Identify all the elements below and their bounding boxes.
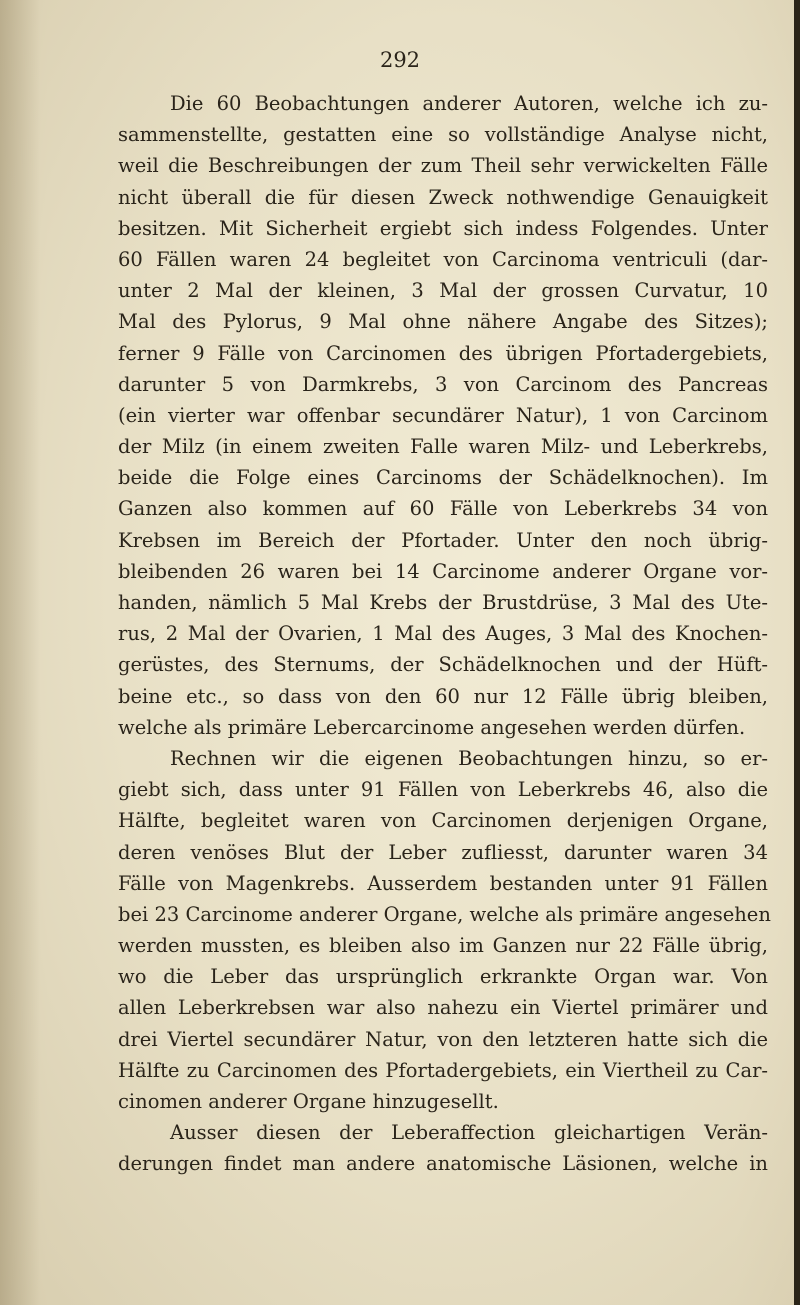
text-line: Die 60 Beobachtungen anderer Autoren, welche ich zu- [170,92,768,115]
text-line: der Milz (in einem zweiten Falle waren Milz- und Leberkrebs, [118,435,768,459]
text-line: ferner 9 Fälle von Carcinomen des übrigen Pfortadergebiets, [118,341,768,365]
text-line: Hälfte, begleitet waren von Carcinomen derjenigen Organe, [118,809,768,833]
page-edge [794,0,800,1305]
text-line: Ausser diesen der Leberaffection gleichartigen Verän- [170,1121,768,1145]
text-line: drei Viertel secundärer Natur, von den letzteren hatte sich die [118,1027,768,1051]
text-line: 60 Fällen waren 24 begleitet von Carcinoma ventriculi (dar- [118,247,768,271]
text-line: gerüstes, des Sternums, der Schädelknochen und der Hüft- [118,653,768,677]
text-line: Fälle von Magenkrebs. Ausserdem bestanden unter 91 Fällen [118,871,768,895]
text-line: Ganzen also kommen auf 60 Fälle von Leberkrebs 34 von [118,497,768,521]
text-line: besitzen. Mit Sicherheit ergiebt sich indess Folgendes. Unter [118,216,768,240]
text-line: handen, nämlich 5 Mal Krebs der Brustdrüse, 3 Mal des Ute- [118,591,768,614]
text-line: giebt sich, dass unter 91 Fällen von Leberkrebs 46, also die [118,778,768,802]
text-line: weil die Beschreibungen der zum Theil sehr verwickelten Fälle [118,154,768,178]
text-line: Rechnen wir die eigenen Beobachtungen hinzu, so er- [170,746,768,770]
text-line: werden mussten, es bleiben also im Ganzen nur 22 Fälle übrig, [118,934,768,958]
text-line: unter 2 Mal der kleinen, 3 Mal der grossen Curvatur, 10 [118,279,768,303]
text-line: deren venöses Blut der Leber zufliesst, darunter waren 34 [118,840,768,864]
text-line: wo die Leber das ursprünglich erkrankte Organ war. Von [118,965,768,989]
text-line: bleibenden 26 waren bei 14 Carcinome anderer Organe vor- [118,559,768,583]
text-line: bei 23 Carcinome anderer Organe, welche als primäre angesehen [118,902,771,926]
text-line: cinomen anderer Organe hinzugesellt. [118,1090,499,1113]
text-line: nicht überall die für diesen Zweck nothwendige Genauigkeit [118,185,768,209]
text-line: derungen findet man andere anatomische Läsionen, welche in [118,1152,768,1176]
text-line: Hälfte zu Carcinomen des Pfortadergebiets, ein Viertheil zu Car- [118,1058,768,1082]
text-line: beine etc., so dass von den 60 nur 12 Fälle übrig bleiben, [118,684,768,708]
text-line: rus, 2 Mal der Ovarien, 1 Mal des Auges, 3 Mal des Knochen- [118,622,768,646]
text-line: sammenstellte, gestatten eine so vollständige Analyse nicht, [118,123,768,147]
text-line: beide die Folge eines Carcinoms der Schädelknochen). Im [118,466,768,490]
text-line: allen Leberkrebsen war also nahezu ein Viertel primärer und [118,996,768,1020]
body-text [118,88,771,1180]
text-line: welche als primäre Lebercarcinome angesehen werden dürfen. [118,715,746,739]
text-line: Mal des Pylorus, 9 Mal ohne nähere Angabe des Sitzes); [118,310,768,334]
text-line: (ein vierter war offenbar secundärer Natur), 1 von Carcinom [118,403,768,427]
text-line: Krebsen im Bereich der Pfortader. Unter den noch übrig- [118,528,768,552]
page-gutter-shadow [0,0,40,1305]
text-line: darunter 5 von Darmkrebs, 3 von Carcinom des Pancreas [118,372,768,396]
page-number: 292 [379,48,421,72]
